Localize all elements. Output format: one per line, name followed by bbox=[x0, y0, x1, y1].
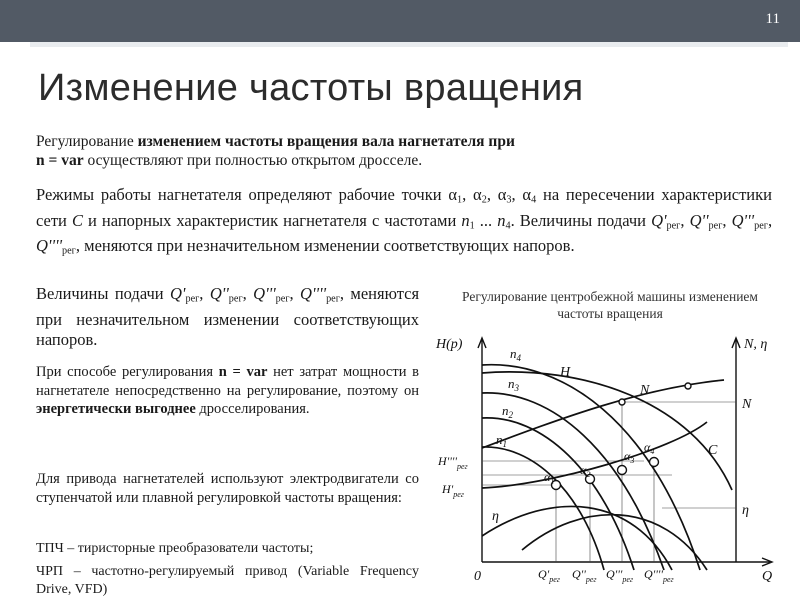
label-q2: $Q''_{рег}$ bbox=[572, 567, 597, 584]
paragraph-vfd: ЧРП – частотно-регулируемый привод (Variable Frequency Drive, VFD) bbox=[36, 564, 419, 597]
label-q4: $Q''''_{рег}$ bbox=[644, 567, 674, 584]
paragraph-efficiency: При способе регулирования n = var нет затрат мощности в нагнетателе непосредственно на регулирование, поэтому он энергетически выгоднее дросселирования. bbox=[36, 364, 420, 418]
label-h-high: $H''''_{рег}$ bbox=[438, 454, 468, 471]
label-alpha1: $\alpha_1$ bbox=[544, 470, 555, 486]
header-strip bbox=[30, 42, 788, 47]
paragraph-flow-values: Величины подачи $Q'_{рег}$, $Q''_{рег}$, $Q'''_{рег}$, $Q''''_{рег}$, меняются при незначительном изменении соответствующих напоров. bbox=[36, 284, 420, 349]
label-n4: $n_4$ bbox=[510, 346, 521, 363]
paragraph-method: Регулирование изменением частоты вращения вала нагнетателя при n = var осуществляют при полностью открытом дросселе. bbox=[36, 133, 515, 169]
paragraph-drives: Для привода нагнетателей используют электродвигатели со ступенчатой или плавной регулировкой частоты вращения: bbox=[36, 471, 419, 506]
top-bar bbox=[0, 0, 800, 42]
label-h-low: $H'_{рег}$ bbox=[442, 482, 464, 499]
label-N-right: N bbox=[742, 397, 752, 412]
slide-title: Изменение частоты вращения bbox=[38, 67, 584, 109]
paragraph-operating-points: Режимы работы нагнетателя определяют рабочие точки $\alpha_1$, $\alpha_2$, $\alpha_3$, $\alpha_4$ на пересечении характеристики сети C и напорных характеристик нагнетателя с частотами $n_1$ ... $n_4$. Величины подачи $Q'_{рег}$, $Q''_{рег}$, $Q'''_{рег}$, $Q''''_{рег}$, меняются при незначительном изменении соответствующих напоров. bbox=[36, 185, 773, 257]
point-alpha4 bbox=[650, 458, 659, 467]
diagram-caption: Регулирование центробежной машины изменением частоты вращения bbox=[462, 289, 758, 321]
slide-number: 11 bbox=[765, 11, 780, 27]
label-H-p: H(p) bbox=[436, 337, 463, 352]
label-q1: $Q'_{рег}$ bbox=[538, 567, 560, 584]
label-Q: Q bbox=[762, 569, 773, 584]
label-eta-right: η bbox=[742, 503, 749, 518]
label-alpha4: $\alpha_4$ bbox=[644, 440, 655, 456]
curve-eta-1 bbox=[482, 506, 672, 570]
point-N bbox=[619, 399, 625, 405]
paragraph-tpch: ТПЧ – тиристорные преобразователи частоты; bbox=[36, 541, 314, 556]
label-q3: $Q'''_{рег}$ bbox=[606, 567, 634, 584]
label-N-mid: N bbox=[640, 383, 650, 398]
label-C: C bbox=[708, 443, 718, 458]
point-N-right bbox=[685, 383, 691, 389]
label-origin: 0 bbox=[474, 569, 481, 584]
label-eta-left: η bbox=[492, 509, 499, 524]
label-n2: $n_2$ bbox=[502, 403, 513, 420]
label-N-eta: N, η bbox=[744, 337, 768, 352]
label-n1: $n_1$ bbox=[496, 432, 507, 449]
label-n3: $n_3$ bbox=[508, 376, 519, 393]
label-alpha2: $\alpha_2$ bbox=[580, 463, 591, 479]
label-alpha3: $\alpha_3$ bbox=[624, 449, 635, 465]
point-alpha3 bbox=[618, 466, 627, 475]
characteristic-diagram bbox=[432, 330, 782, 592]
label-H: H bbox=[560, 365, 571, 380]
